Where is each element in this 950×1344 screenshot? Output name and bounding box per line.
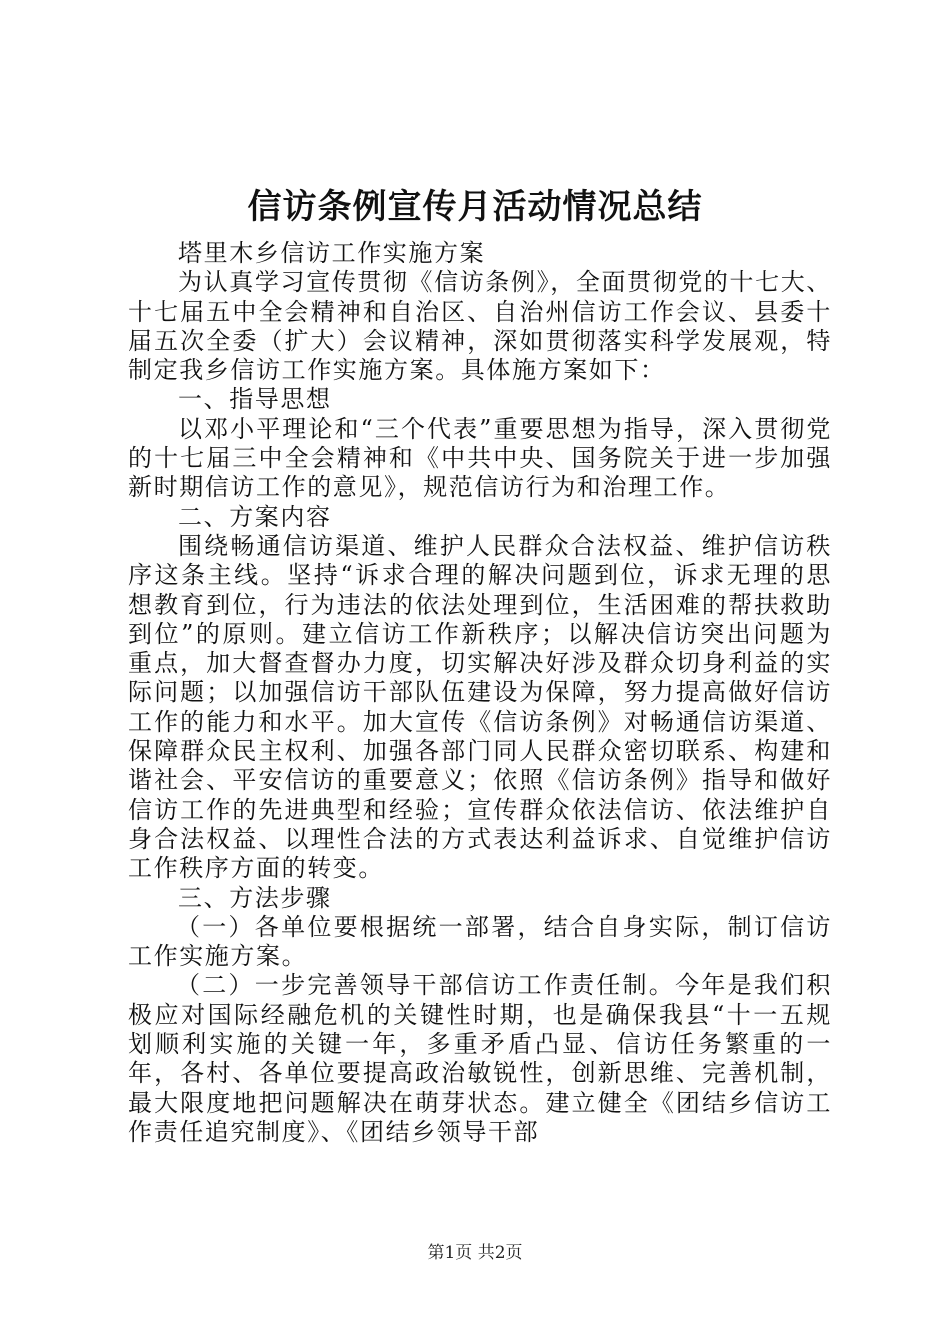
section-heading-method-steps: 三、方法步骤 — [178, 883, 332, 912]
paragraph-subtitle: 塔里木乡信访工作实施方案 — [178, 239, 486, 267]
document-body — [128, 239, 832, 1147]
section-heading-guiding-ideology: 一、指导思想 — [178, 385, 332, 414]
document-title: 信访条例宣传月活动情况总结 — [247, 187, 703, 227]
paragraph-step-1: （一）各单位要根据统一部署，结合自身实际，制订信访工作实施方案。 — [128, 912, 832, 971]
paragraph-plan-content: 围绕畅通信访渠道、维护人民群众合法权益、维护信访秩序这条主线。坚持“诉求合理的解决问题到位，诉求无理的思想教育到位，行为违法的依法处理到位，生活困难的帮扶救助到位”的原则。建立信访工作新秩序；以解决信访突出问题为重点，加大督查督办力度，切实解决好涉及群众切身利益的实际问题；以加强信访干部队伍建设为保障，努力提高做好信访工作的能力和水平。加大宣传《信访条例》对畅通信访渠道、保障群众民主权利、加强各部门同人民群众密切联系、构建和谐社会、平安信访的重要意义；依照《信访条例》指导和做好信访工作的先进典型和经验；宣传群众依法信访、依法维护自身合法权益、以理性合法的方式表达利益诉求、自觉维护信访工作秩序方面的转变。 — [128, 531, 832, 883]
paragraph-step-2: （二）一步完善领导干部信访工作责任制。今年是我们积极应对国际经融危机的关键性时期，也是确保我县“十一五规划顺利实施的关键一年，多重矛盾凸显、信访任务繁重的一年，各村、各单位要提高政治敏锐性，创新思维、完善机制，最大限度地把问题解决在萌芽状态。建立健全《团结乡信访工作责任追究制度》、《团结乡领导干部 — [128, 971, 832, 1146]
section-heading-plan-content: 二、方案内容 — [178, 502, 332, 531]
page-number-footer: 第1页 共2页 — [427, 1243, 523, 1263]
paragraph-guiding-ideology: 以邓小平理论和“三个代表”重要思想为指导，深入贯彻党的十七届三中全会精神和《中共中央、国务院关于进一步加强新时期信访工作的意见》，规范信访行为和治理工作。 — [128, 414, 832, 502]
paragraph-intro: 为认真学习宣传贯彻《信访条例》，全面贯彻党的十七大、十七届五中全会精神和自治区、自治州信访工作会议、县委十届五次全委（扩大）会议精神，深如贯彻落实科学发展观，特制定我乡信访工作实施方案。具体施方案如下： — [128, 268, 832, 385]
